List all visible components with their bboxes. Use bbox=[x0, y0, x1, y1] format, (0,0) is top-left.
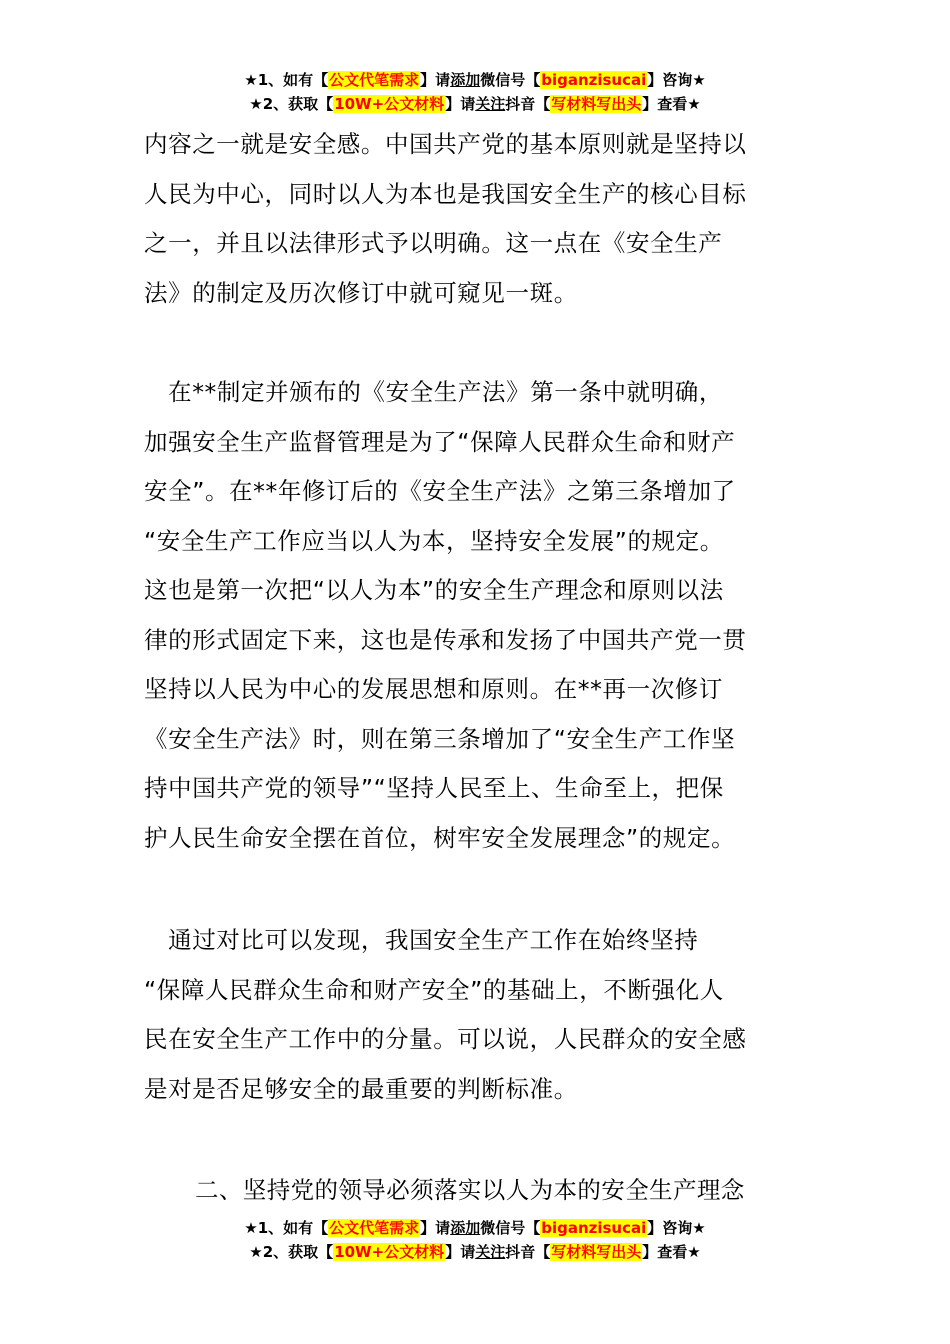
paragraph-3 bbox=[144, 916, 808, 1114]
text-line: 法》的制定及历次修订中就可窥见一斑。 bbox=[144, 278, 578, 307]
banner-text: 】请 bbox=[420, 1219, 451, 1237]
text-line: 《安全生产法》时，则在第三条增加了“安全生产工作坚 bbox=[144, 724, 736, 753]
banner-text: ★1、如有【 bbox=[244, 1219, 329, 1237]
text-line: 律的形式固定下来，这也是传承和发扬了中国共产党一贯 bbox=[144, 625, 747, 654]
banner-line-1 bbox=[0, 1216, 950, 1240]
text-line: 是对是否足够安全的最重要的判断标准。 bbox=[144, 1074, 578, 1103]
banner-text: 微信号【 bbox=[480, 71, 541, 89]
banner-line-2 bbox=[0, 92, 950, 116]
banner-line-2 bbox=[0, 1240, 950, 1264]
banner-highlight: 公文代笔需求 bbox=[329, 1219, 420, 1237]
banner-text: 抖音【 bbox=[505, 1243, 551, 1261]
banner-underlined: 添加 bbox=[450, 71, 481, 89]
banner-underlined: 关注 bbox=[475, 1243, 506, 1261]
banner-highlight: 10W+公文材料 bbox=[334, 95, 445, 113]
text-line: 通过对比可以发现，我国安全生产工作在始终坚持 bbox=[144, 926, 699, 954]
banner-text: 】请 bbox=[445, 1243, 476, 1261]
text-line: “安全生产工作应当以人为本，坚持安全发展”的规定。 bbox=[144, 526, 724, 555]
banner-text: ★2、获取【 bbox=[249, 95, 334, 113]
banner-text: 抖音【 bbox=[505, 95, 551, 113]
banner-underlined: 关注 bbox=[475, 95, 506, 113]
text-line: 安全”。在**年修订后的《安全生产法》之第三条增加了 bbox=[144, 477, 736, 505]
banner-line-1 bbox=[0, 68, 950, 92]
text-line: 人民为中心，同时以人为本也是我国安全生产的核心目标 bbox=[144, 179, 747, 208]
banner-text: 】咨询★ bbox=[647, 71, 706, 89]
banner-text: ★2、获取【 bbox=[249, 1243, 334, 1261]
banner-text: 微信号【 bbox=[480, 1219, 541, 1237]
banner-highlight: 公文代笔需求 bbox=[329, 71, 420, 89]
text-line: 持中国共产党的领导”“坚持人民至上、生命至上，把保 bbox=[144, 774, 724, 802]
section-heading: 二、坚持党的领导必须落实以人为本的安全生产理念 bbox=[195, 1176, 745, 1204]
text-line: 坚持以人民为中心的发展思想和原则。在**再一次修订 bbox=[144, 675, 723, 703]
banner-wechat-id: biganzisucai bbox=[541, 1219, 647, 1237]
paragraph-1 bbox=[144, 120, 808, 318]
banner-text: 】请 bbox=[420, 71, 451, 89]
bottom-banner bbox=[0, 1216, 950, 1264]
paragraph-2 bbox=[144, 368, 808, 863]
text-line: “保障人民群众生命和财产安全”的基础上，不断强化人 bbox=[144, 975, 724, 1004]
text-line: 在**制定并颁布的《安全生产法》第一条中就明确， bbox=[144, 378, 723, 406]
banner-underlined: 添加 bbox=[450, 1219, 481, 1237]
text-line: 内容之一就是安全感。中国共产党的基本原则就是坚持以 bbox=[144, 130, 747, 158]
banner-text: 】咨询★ bbox=[647, 1219, 706, 1237]
banner-wechat-id: biganzisucai bbox=[541, 71, 647, 89]
banner-text: 】请 bbox=[445, 95, 476, 113]
text-line: 加强安全生产监督管理是为了“保障人民群众生命和财产 bbox=[144, 427, 736, 456]
text-line: 之一，并且以法律形式予以明确。这一点在《安全生产 bbox=[144, 229, 723, 257]
banner-douyin-id: 写材料写出头 bbox=[551, 1243, 642, 1261]
banner-highlight: 10W+公文材料 bbox=[334, 1243, 445, 1261]
banner-text: ★1、如有【 bbox=[244, 71, 329, 89]
text-line: 护人民生命安全摆在首位，树牢安全发展理念”的规定。 bbox=[144, 823, 736, 852]
text-line: 这也是第一次把“以人为本”的安全生产理念和原则以法 bbox=[144, 576, 724, 604]
banner-douyin-id: 写材料写出头 bbox=[551, 95, 642, 113]
text-line: 民在安全生产工作中的分量。可以说，人民群众的安全感 bbox=[144, 1025, 747, 1053]
banner-text: 】查看★ bbox=[642, 95, 701, 113]
top-banner bbox=[0, 68, 950, 116]
banner-text: 】查看★ bbox=[642, 1243, 701, 1261]
